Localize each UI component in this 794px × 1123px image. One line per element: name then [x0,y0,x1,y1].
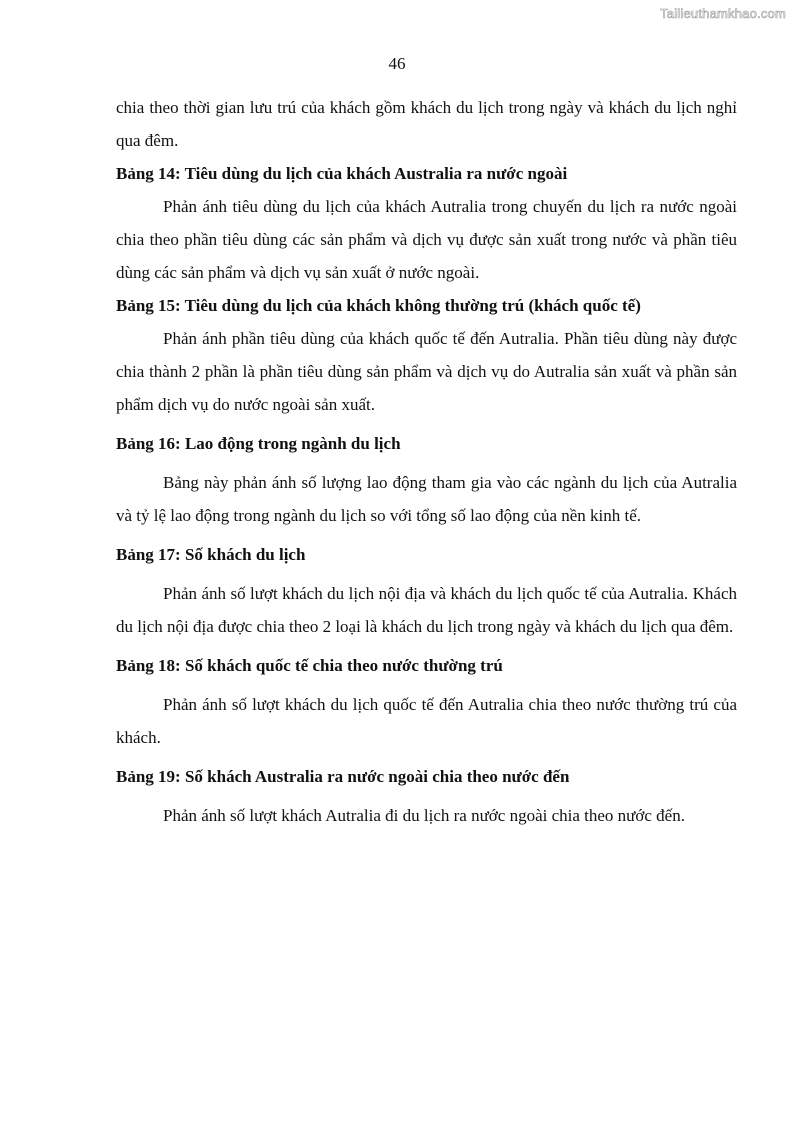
section-heading-bang-15: Bảng 15: Tiêu dùng du lịch của khách không thường trú (khách quốc tế) [116,296,641,315]
section-heading-bang-18: Bảng 18: Số khách quốc tế chia theo nước thường trú [116,656,503,675]
section-body-bang-17: Phản ánh số lượt khách du lịch nội địa và khách du lịch quốc tế của Autralia. Khách du lịch nội địa được chia theo 2 loại là khách du lịch trong ngày và khách du lịch qua đêm. [116,584,737,636]
watermark: Tailieuthamkhao.com [660,6,786,21]
section-body-bang-15: Phản ánh phần tiêu dùng của khách quốc tế đến Autralia. Phần tiêu dùng này được chia thành 2 phần là phần tiêu dùng sản phẩm và dịch vụ do Autralia sản xuất và phần sản phẩm dịch vụ do nước ngoài sản xuất. [116,329,737,414]
section-body-bang-19: Phản ánh số lượt khách Autralia đi du lịch ra nước ngoài chia theo nước đến. [163,806,685,825]
section-heading-bang-14: Bảng 14: Tiêu dùng du lịch của khách Australia ra nước ngoài [116,164,568,183]
section-heading-bang-19: Bảng 19: Số khách Australia ra nước ngoài chia theo nước đến [116,767,570,786]
document-body [116,91,737,832]
section-body-bang-18: Phản ánh số lượt khách du lịch quốc tế đến Autralia chia theo nước thường trú của khách. [116,695,737,747]
intro-paragraph: chia theo thời gian lưu trú của khách gồm khách du lịch trong ngày và khách du lịch nghỉ qua đêm. [116,98,737,150]
section-body-bang-16: Bảng này phản ánh số lượng lao động tham gia vào các ngành du lịch của Autralia và tỷ lệ lao động trong ngành du lịch so với tổng số lao động của nền kinh tế. [116,473,737,525]
section-heading-bang-17: Bảng 17: Số khách du lịch [116,545,306,564]
section-body-bang-14: Phản ánh tiêu dùng du lịch của khách Autralia trong chuyến du lịch ra nước ngoài chia theo phần tiêu dùng các sản phẩm và dịch vụ được sản xuất trong nước và phần tiêu dùng các sản phẩm và dịch vụ sản xuất ở nước ngoài. [116,197,737,282]
section-heading-bang-16: Bảng 16: Lao động trong ngành du lịch [116,434,401,453]
page-number: 46 [388,54,406,73]
